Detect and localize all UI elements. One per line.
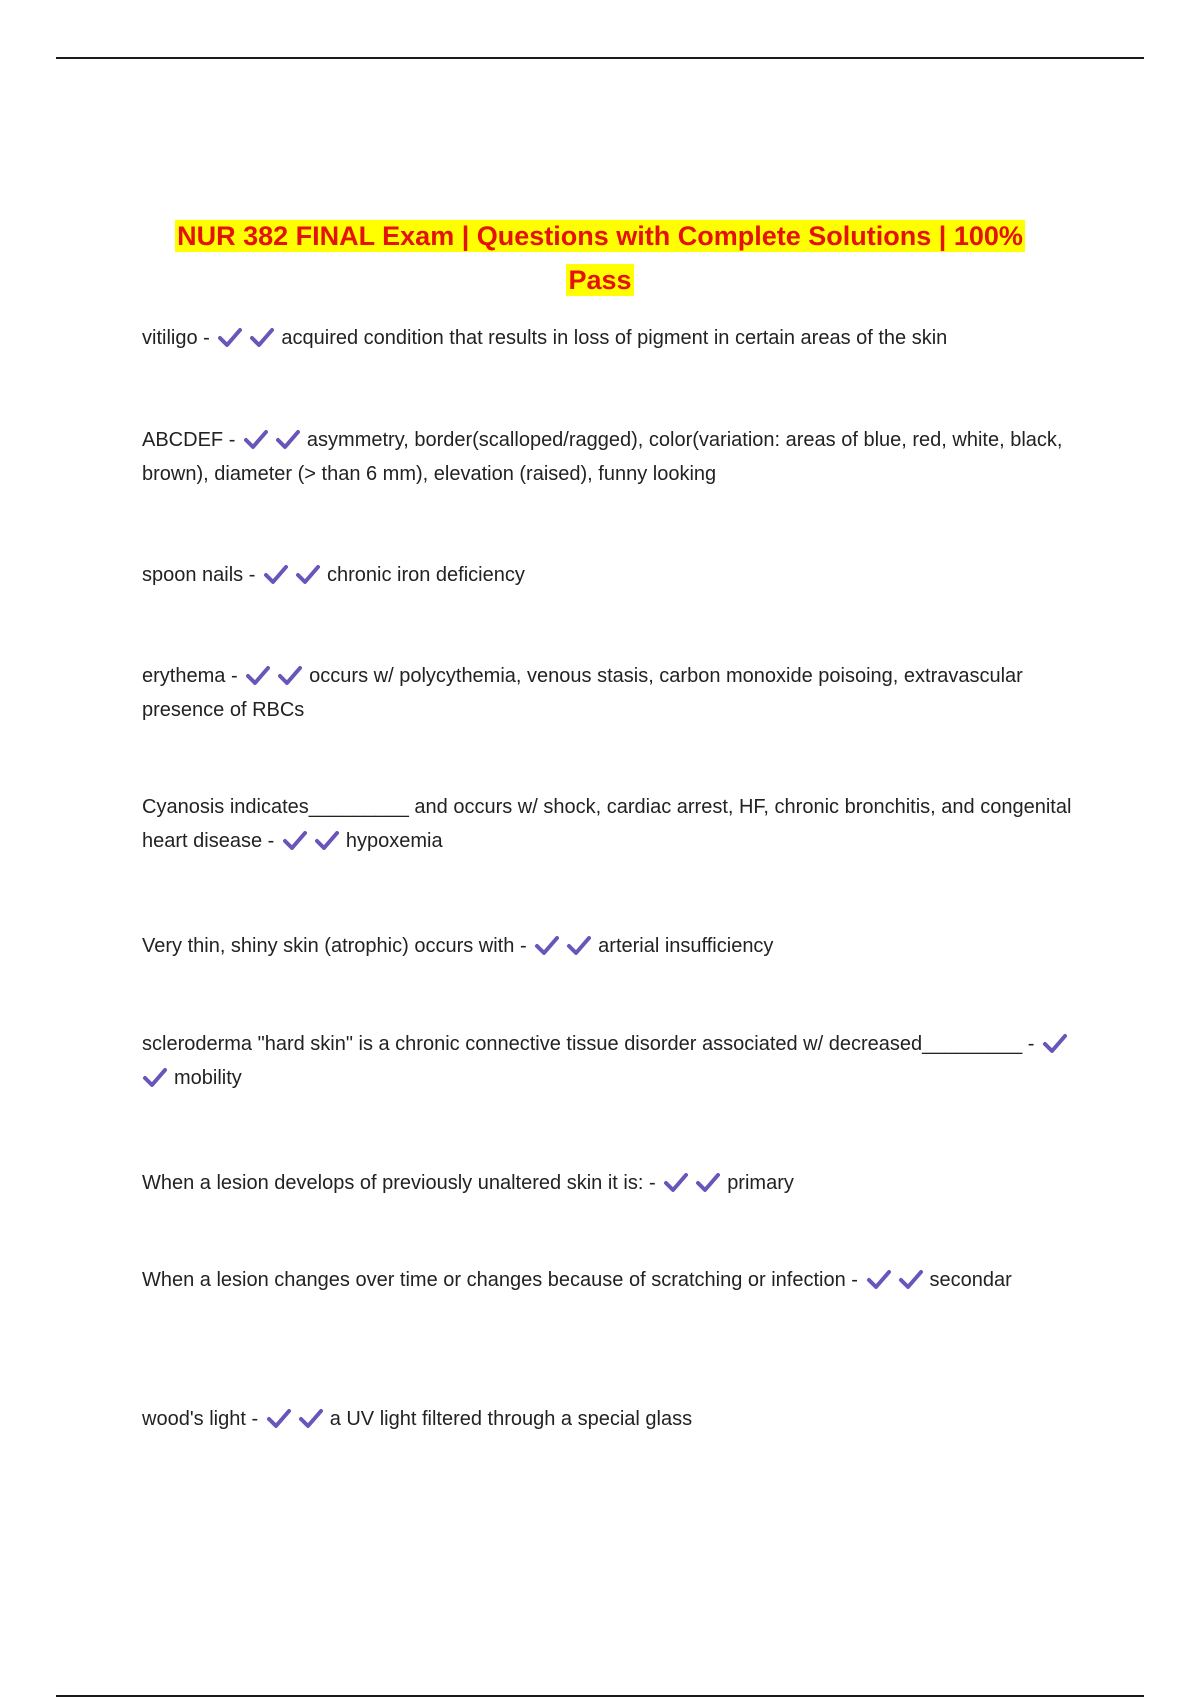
answer-text: asymmetry, border(scalloped/ragged), color(variation: areas of blue, red, white, black, brown), diameter (> than 6 mm), elevation (raised), funny looking: [142, 429, 1063, 485]
question-text: spoon nails: [142, 564, 244, 586]
bottom-rule: [56, 1695, 1144, 1697]
answer-text: a UV light filtered through a special glass: [329, 1408, 693, 1430]
question-text: ABCDEF: [142, 429, 224, 451]
separator: -: [251, 1408, 259, 1430]
question-text: Very thin, shiny skin (atrophic) occurs with: [142, 935, 515, 957]
checkmark-icon: [217, 326, 243, 348]
qa-item: [142, 558, 1077, 592]
question-text: vitiligo: [142, 327, 198, 349]
answer-text: hypoxemia: [345, 830, 443, 852]
checkmark-icon: [243, 428, 269, 450]
checkmark-icon: [314, 829, 340, 851]
qa-item: [142, 1027, 1077, 1095]
checkmark-icon: [142, 1066, 168, 1088]
answer-text: arterial insufficiency: [598, 935, 774, 957]
checkmark-icon: [566, 934, 592, 956]
qa-item: [142, 321, 1077, 355]
separator: -: [851, 1269, 858, 1291]
question-text: erythema: [142, 665, 226, 687]
qa-item: [142, 423, 1077, 491]
checkmark-icon: [866, 1268, 892, 1290]
checkmark-icon: [695, 1171, 721, 1193]
separator: -: [228, 429, 236, 451]
checkmark-icon: [277, 664, 303, 686]
separator: -: [230, 665, 238, 687]
qa-item: [142, 1402, 1077, 1436]
checkmark-icon: [1042, 1032, 1068, 1054]
separator: -: [267, 830, 275, 852]
qa-item: [142, 790, 1077, 858]
question-text: When a lesion develops of previously unaltered skin it is:: [142, 1172, 644, 1194]
question-text: wood's light: [142, 1408, 246, 1430]
checkmark-icon: [263, 563, 289, 585]
title-line-2: Pass: [568, 265, 632, 295]
question-text: When a lesion changes over time or changes because of scratching or infection: [142, 1269, 846, 1291]
answer-text: chronic iron deficiency: [326, 564, 525, 586]
document-title: [120, 214, 1080, 302]
qa-item: [142, 659, 1077, 727]
answer-text: secondar: [929, 1269, 1012, 1291]
answer-text: acquired condition that results in loss of pigment in certain areas of the skin: [281, 327, 948, 349]
checkmark-icon: [245, 664, 271, 686]
checkmark-icon: [249, 326, 275, 348]
separator: -: [248, 564, 256, 586]
checkmark-icon: [298, 1407, 324, 1429]
answer-text: primary: [727, 1172, 794, 1194]
checkmark-icon: [534, 934, 560, 956]
checkmark-icon: [898, 1268, 924, 1290]
separator: -: [519, 935, 527, 957]
separator: -: [203, 327, 210, 349]
top-rule: [56, 57, 1144, 59]
title-line-1: NUR 382 FINAL Exam | Questions with Complete Solutions | 100%: [177, 221, 1023, 251]
answer-text: occurs w/ polycythemia, venous stasis, carbon monoxide poisoing, extravascular presence of RBCs: [142, 665, 1023, 721]
checkmark-icon: [282, 829, 308, 851]
checkmark-icon: [266, 1407, 292, 1429]
separator: -: [648, 1172, 656, 1194]
qa-item: [142, 1166, 1077, 1200]
question-text: scleroderma "hard skin" is a chronic connective tissue disorder associated w/ decreased_________: [142, 1033, 1023, 1055]
separator: -: [1027, 1033, 1035, 1055]
qa-item: [142, 1263, 1077, 1297]
answer-text: mobility: [174, 1067, 242, 1089]
checkmark-icon: [275, 428, 301, 450]
question-text: Cyanosis indicates_________ and occurs w/ shock, cardiac arrest, HF, chronic bronchitis, and congenital heart disease: [142, 796, 1072, 852]
qa-item: [142, 929, 1077, 963]
checkmark-icon: [663, 1171, 689, 1193]
checkmark-icon: [295, 563, 321, 585]
